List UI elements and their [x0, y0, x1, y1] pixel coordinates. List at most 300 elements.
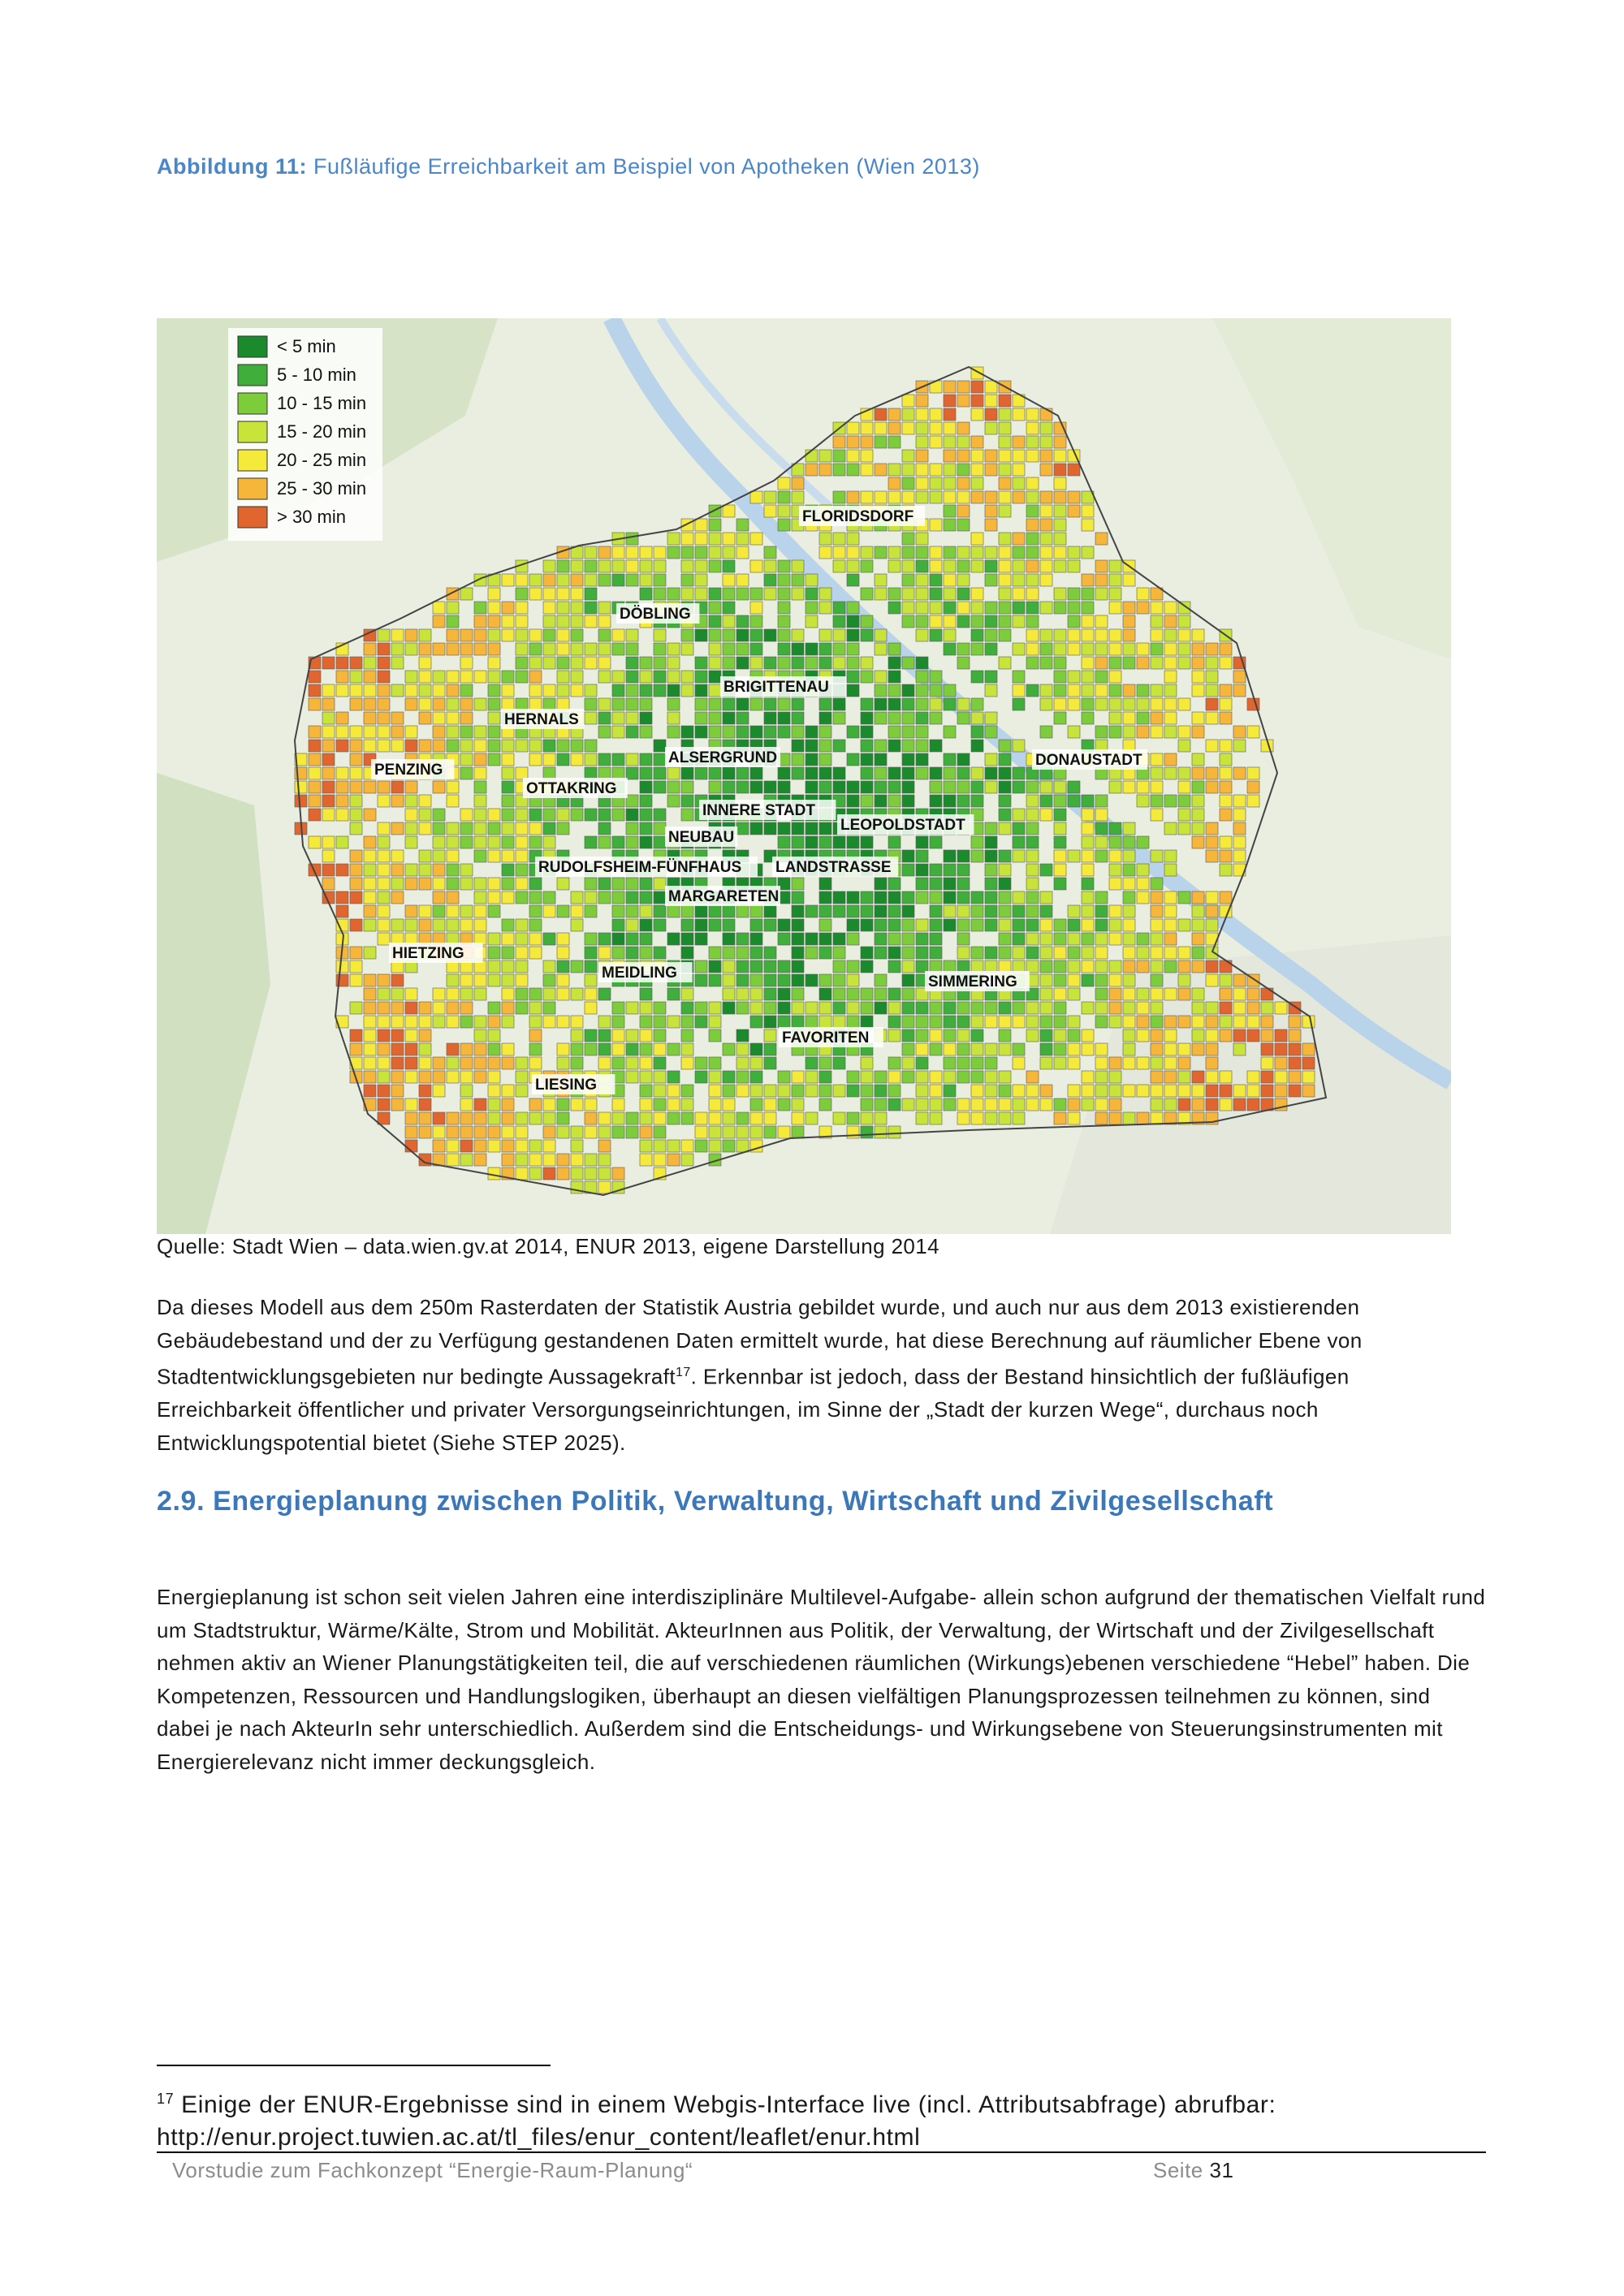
grid-cell [875, 740, 887, 752]
grid-cell [985, 905, 997, 917]
grid-cell [847, 491, 859, 503]
grid-cell [1206, 767, 1218, 779]
grid-cell [1220, 795, 1232, 807]
grid-cell [1040, 947, 1052, 959]
grid-cell [875, 767, 887, 779]
grid-cell [833, 740, 845, 752]
grid-cell [654, 919, 666, 931]
grid-cell [888, 408, 901, 421]
grid-cell [1192, 919, 1204, 931]
grid-cell [543, 574, 555, 586]
grid-cell [585, 546, 597, 559]
grid-cell [543, 629, 555, 641]
grid-cell [419, 712, 431, 724]
grid-cell [902, 960, 914, 973]
grid-cell [764, 505, 776, 517]
grid-cell [833, 491, 845, 503]
grid-cell [1151, 933, 1163, 945]
grid-cell [875, 1085, 887, 1097]
grid-cell [695, 1140, 707, 1152]
grid-cell [1013, 615, 1025, 628]
grid-cell [1233, 795, 1246, 807]
grid-cell [819, 988, 831, 1000]
grid-cell [957, 698, 970, 710]
grid-cell [543, 698, 555, 710]
grid-cell [1082, 643, 1094, 655]
body-paragraph-2: Energieplanung ist schon seit vielen Jahren eine interdisziplinäre Multilevel-Aufgabe- allein schon aufgrund der thematischen Vielfalt rund um Stadtstruktur, Wärme/Kälte, Strom und Mobilität. AkteurInnen aus Politik, der Verwaltung, der Wirtschaft und der Zivilgesellschaft nehmen aktiv an Wiener Planungstätigkeiten teil, die auf verschiedenen räumlichen (Wirkungs)ebenen verschiedene “Hebel” haben. Die Kompetenzen, Ressourcen und Handlungslogiken, überhaupt an diesen vielfältigen Planungsprozessen teilnehmen zu können, sind dabei je nach AkteurIn sehr unterschiedlich. Außerdem sind die Entscheidungs- und Wirkungsebene von Steuerungsinstrumenten mit Energierelevanz nicht immer deckungsgleich. [157, 1585, 1486, 1774]
grid-cell [1137, 726, 1149, 738]
district-label: OTTAKRING [526, 780, 617, 797]
grid-cell [1013, 560, 1025, 572]
grid-cell [1054, 505, 1066, 517]
grid-cell [833, 643, 845, 655]
grid-cell [861, 588, 873, 600]
grid-cell [1026, 422, 1039, 434]
footnote-divider [157, 2065, 551, 2066]
grid-cell [902, 974, 914, 986]
grid-cell [736, 933, 749, 945]
grid-cell [764, 947, 776, 959]
grid-cell [529, 1057, 542, 1069]
grid-cell [833, 464, 845, 476]
grid-cell [433, 864, 445, 876]
grid-cell [1233, 1002, 1246, 1014]
grid-cell [502, 1126, 514, 1138]
grid-cell [1123, 1085, 1135, 1097]
grid-cell [667, 684, 680, 697]
grid-cell [709, 684, 721, 697]
grid-cell [723, 905, 735, 917]
footnote-reference[interactable]: 17 [676, 1366, 691, 1379]
grid-cell [667, 905, 680, 917]
grid-cell [1013, 1057, 1025, 1069]
grid-cell [585, 988, 597, 1000]
grid-cell [419, 864, 431, 876]
grid-cell [681, 1140, 693, 1152]
grid-cell [529, 933, 542, 945]
grid-cell [1247, 1071, 1259, 1083]
grid-cell [557, 740, 569, 752]
grid-cell [1164, 795, 1177, 807]
grid-cell [557, 1057, 569, 1069]
grid-cell [654, 546, 666, 559]
grid-cell [598, 767, 611, 779]
grid-cell [833, 629, 845, 641]
grid-cell [378, 1112, 390, 1124]
grid-cell [736, 615, 749, 628]
grid-cell [888, 643, 901, 655]
grid-cell [944, 891, 956, 904]
grid-cell [529, 671, 542, 683]
grid-cell [888, 988, 901, 1000]
grid-cell [930, 422, 942, 434]
grid-cell [1164, 1043, 1177, 1055]
grid-cell [433, 781, 445, 793]
grid-cell [474, 781, 486, 793]
grid-cell [957, 712, 970, 724]
grid-cell [502, 629, 514, 641]
grid-cell [971, 726, 983, 738]
grid-cell [875, 1098, 887, 1111]
grid-cell [1123, 960, 1135, 973]
grid-cell [888, 1029, 901, 1042]
grid-cell [433, 836, 445, 848]
grid-cell [1178, 629, 1190, 641]
grid-cell [778, 919, 790, 931]
grid-cell [695, 960, 707, 973]
grid-cell [819, 1002, 831, 1014]
grid-cell [847, 1016, 859, 1028]
grid-cell [543, 1140, 555, 1152]
grid-cell [1109, 726, 1121, 738]
grid-cell [888, 422, 901, 434]
grid-cell [681, 1002, 693, 1014]
grid-cell [1040, 491, 1052, 503]
district-label: LIESING [535, 1077, 598, 1094]
grid-cell [1013, 643, 1025, 655]
grid-cell [985, 464, 997, 476]
grid-cell [364, 919, 376, 931]
footer-page [1153, 2158, 1233, 2183]
grid-cell [474, 1029, 486, 1042]
grid-cell [460, 1126, 473, 1138]
grid-cell [709, 1016, 721, 1028]
grid-cell [474, 905, 486, 917]
grid-cell [944, 1043, 956, 1055]
grid-cell [971, 947, 983, 959]
grid-cell [930, 836, 942, 848]
grid-cell [888, 1071, 901, 1083]
grid-cell [488, 878, 500, 890]
grid-cell [1068, 947, 1080, 959]
grid-cell [1220, 740, 1232, 752]
grid-cell [640, 1029, 652, 1042]
grid-cell [1040, 1016, 1052, 1028]
grid-cell [419, 850, 431, 862]
grid-cell [875, 891, 887, 904]
grid-cell [309, 684, 321, 697]
grid-cell [902, 1043, 914, 1055]
grid-cell [944, 477, 956, 490]
grid-cell [764, 988, 776, 1000]
grid-cell [695, 684, 707, 697]
grid-cell [833, 1112, 845, 1124]
grid-cell [916, 408, 928, 421]
grid-cell [488, 1043, 500, 1055]
grid-cell [419, 1029, 431, 1042]
grid-cell [1206, 740, 1218, 752]
grid-cell [460, 726, 473, 738]
grid-cell [792, 1112, 804, 1124]
grid-cell [612, 1016, 624, 1028]
grid-cell [999, 864, 1011, 876]
grid-cell [378, 712, 390, 724]
grid-cell [723, 698, 735, 710]
grid-cell [529, 1043, 542, 1055]
grid-cell [391, 1016, 404, 1028]
grid-cell [764, 919, 776, 931]
grid-cell [1302, 1085, 1315, 1097]
grid-cell [543, 1016, 555, 1028]
grid-cell [723, 960, 735, 973]
grid-cell [944, 960, 956, 973]
grid-cell [1247, 726, 1259, 738]
grid-cell [999, 1085, 1011, 1097]
grid-cell [681, 781, 693, 793]
grid-cell [736, 519, 749, 531]
grid-cell [391, 1071, 404, 1083]
grid-cell [336, 712, 348, 724]
grid-cell [1109, 1002, 1121, 1014]
grid-cell [654, 905, 666, 917]
grid-cell [902, 781, 914, 793]
grid-cell [1026, 574, 1039, 586]
grid-cell [571, 919, 583, 931]
grid-cell [336, 960, 348, 973]
grid-cell [888, 684, 901, 697]
grid-cell [1247, 1029, 1259, 1042]
grid-cell [1151, 684, 1163, 697]
grid-cell [709, 726, 721, 738]
grid-cell [764, 1126, 776, 1138]
grid-cell [723, 574, 735, 586]
grid-cell [612, 560, 624, 572]
grid-cell [750, 988, 762, 1000]
grid-cell [516, 974, 528, 986]
grid-cell [681, 588, 693, 600]
grid-cell [957, 450, 970, 462]
grid-cell [640, 1016, 652, 1028]
grid-cell [764, 588, 776, 600]
grid-cell [474, 643, 486, 655]
grid-cell [516, 657, 528, 669]
grid-cell [1164, 947, 1177, 959]
grid-cell [557, 1154, 569, 1166]
grid-cell [1040, 546, 1052, 559]
grid-cell [833, 1085, 845, 1097]
grid-cell [585, 878, 597, 890]
grid-cell [1164, 1057, 1177, 1069]
grid-cell [488, 891, 500, 904]
grid-cell [1054, 809, 1066, 821]
grid-cell [971, 671, 983, 683]
grid-cell [1095, 1057, 1108, 1069]
grid-cell [1109, 864, 1121, 876]
grid-cell [861, 753, 873, 766]
grid-cell [806, 574, 818, 586]
grid-cell [764, 1043, 776, 1055]
grid-cell [1026, 602, 1039, 614]
grid-cell [1123, 698, 1135, 710]
grid-cell [529, 574, 542, 586]
grid-cell [1095, 533, 1108, 545]
grid-cell [391, 988, 404, 1000]
grid-cell [598, 712, 611, 724]
grid-cell [350, 767, 362, 779]
grid-cell [364, 781, 376, 793]
grid-cell [447, 836, 459, 848]
grid-cell [1068, 988, 1080, 1000]
grid-cell [1233, 1085, 1246, 1097]
grid-cell [778, 602, 790, 614]
grid-cell [1233, 1016, 1246, 1028]
grid-cell [1082, 809, 1094, 821]
grid-cell [1040, 891, 1052, 904]
grid-cell [1095, 974, 1108, 986]
grid-cell [474, 988, 486, 1000]
grid-cell [309, 781, 321, 793]
grid-cell [1109, 919, 1121, 931]
grid-cell [447, 698, 459, 710]
grid-cell [681, 809, 693, 821]
grid-cell [723, 546, 735, 559]
grid-cell [1054, 560, 1066, 572]
grid-cell [1082, 1071, 1094, 1083]
grid-cell [1192, 657, 1204, 669]
grid-cell [474, 795, 486, 807]
grid-cell [847, 574, 859, 586]
grid-cell [971, 602, 983, 614]
grid-cell [792, 988, 804, 1000]
grid-cell [1068, 919, 1080, 931]
grid-cell [971, 850, 983, 862]
grid-cell [736, 1002, 749, 1014]
grid-cell [709, 519, 721, 531]
grid-cell [433, 1085, 445, 1097]
grid-cell [488, 1085, 500, 1097]
grid-cell [571, 684, 583, 697]
grid-cell [999, 905, 1011, 917]
grid-cell [654, 836, 666, 848]
grid-cell [322, 657, 335, 669]
footnote-url[interactable]: http://enur.project.tuwien.ac.at/tl_files/enur_content/leaflet/enur.html [157, 2124, 921, 2151]
footer-divider [157, 2151, 1486, 2153]
grid-cell [1302, 1071, 1315, 1083]
grid-cell [1040, 795, 1052, 807]
grid-cell [364, 671, 376, 683]
grid-cell [750, 643, 762, 655]
grid-cell [378, 822, 390, 835]
grid-cell [585, 740, 597, 752]
grid-cell [833, 781, 845, 793]
grid-cell [474, 1126, 486, 1138]
grid-cell [322, 753, 335, 766]
grid-cell [1026, 781, 1039, 793]
grid-cell [460, 1140, 473, 1152]
grid-cell [819, 1085, 831, 1097]
grid-cell [1192, 767, 1204, 779]
grid-cell [999, 753, 1011, 766]
grid-cell [1054, 878, 1066, 890]
grid-cell [1068, 960, 1080, 973]
grid-cell [1095, 905, 1108, 917]
district-label: NEUBAU [668, 829, 735, 846]
grid-cell [819, 602, 831, 614]
grid-cell [488, 947, 500, 959]
grid-cell [999, 602, 1011, 614]
grid-cell [957, 519, 970, 531]
grid-cell [667, 1154, 680, 1166]
grid-cell [778, 836, 790, 848]
grid-cell [1164, 919, 1177, 931]
grid-cell [709, 905, 721, 917]
grid-cell [833, 615, 845, 628]
grid-cell [529, 1016, 542, 1028]
grid-cell [654, 1057, 666, 1069]
grid-cell [985, 395, 997, 407]
grid-cell [529, 753, 542, 766]
grid-cell [916, 836, 928, 848]
grid-cell [598, 1181, 611, 1193]
grid-cell [1054, 864, 1066, 876]
grid-cell [778, 1016, 790, 1028]
grid-cell [1233, 809, 1246, 821]
grid-cell [447, 1043, 459, 1055]
grid-cell [792, 629, 804, 641]
district-label: HERNALS [504, 711, 579, 728]
grid-cell [764, 698, 776, 710]
grid-cell [654, 1126, 666, 1138]
grid-cell [1220, 974, 1232, 986]
grid-cell [516, 933, 528, 945]
grid-cell [543, 1154, 555, 1166]
grid-cell [1082, 1085, 1094, 1097]
grid-cell [750, 629, 762, 641]
grid-cell [695, 629, 707, 641]
grid-cell [736, 1126, 749, 1138]
grid-cell [1233, 1043, 1246, 1055]
grid-cell [460, 588, 473, 600]
grid-cell [391, 657, 404, 669]
grid-cell [419, 1098, 431, 1111]
grid-cell [875, 1002, 887, 1014]
grid-cell [1137, 988, 1149, 1000]
grid-cell [364, 643, 376, 655]
grid-cell [957, 1043, 970, 1055]
grid-cell [1123, 643, 1135, 655]
footnote-text: Einige der ENUR-Ergebnisse sind in einem Webgis-Interface live (incl. Attributsabfrage) abrufbar: [181, 2091, 1276, 2118]
grid-cell [1082, 519, 1094, 531]
grid-cell [585, 891, 597, 904]
grid-cell [571, 1057, 583, 1069]
grid-cell [957, 767, 970, 779]
grid-cell [391, 1057, 404, 1069]
grid-cell [640, 1112, 652, 1124]
grid-cell [902, 491, 914, 503]
grid-cell [709, 505, 721, 517]
grid-cell [806, 781, 818, 793]
grid-cell [336, 809, 348, 821]
district-label: PENZING [374, 762, 443, 779]
grid-cell [516, 643, 528, 655]
grid-cell [930, 436, 942, 448]
legend-swatch [238, 450, 267, 471]
grid-cell [419, 1016, 431, 1028]
grid-cell [405, 726, 417, 738]
grid-cell [750, 905, 762, 917]
grid-cell [447, 919, 459, 931]
grid-cell [1206, 698, 1218, 710]
grid-cell [916, 588, 928, 600]
grid-cell [571, 905, 583, 917]
grid-cell [957, 588, 970, 600]
grid-cell [447, 1140, 459, 1152]
grid-cell [571, 657, 583, 669]
grid-cell [640, 671, 652, 683]
grid-cell [1054, 629, 1066, 641]
grid-cell [364, 1016, 376, 1028]
grid-cell [875, 422, 887, 434]
